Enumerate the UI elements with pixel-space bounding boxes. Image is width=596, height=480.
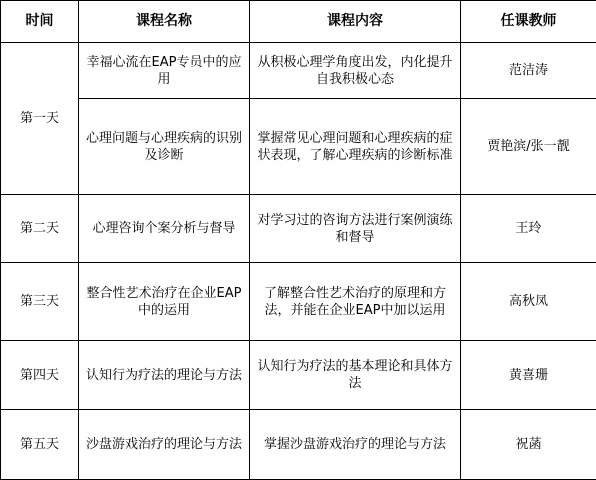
table-row (1, 341, 596, 410)
teacher-cell: 范洁涛 (461, 43, 596, 99)
day-cell: 第四天 (1, 341, 79, 410)
day-cell: 第三天 (1, 263, 79, 341)
teacher-cell: 王玲 (461, 195, 596, 263)
course-content-cell: 对学习过的咨询方法进行案例演练和督导 (250, 195, 461, 263)
course-content-cell: 掌握常见心理问题和心理疾病的症状表现，了解心理疾病的诊断标准 (250, 99, 461, 195)
table-row (1, 99, 596, 195)
header-course-content: 课程内容 (250, 1, 461, 43)
day-cell: 第一天 (1, 43, 79, 195)
teacher-cell: 贾艳滨/张一靓 (461, 99, 596, 195)
teacher-cell: 祝菡 (461, 410, 596, 480)
course-name-cell: 心理咨询个案分析与督导 (79, 195, 250, 263)
teacher-cell: 高秋凤 (461, 263, 596, 341)
course-content-cell: 了解整合性艺术治疗的原理和方法，并能在企业EAP中加以运用 (250, 263, 461, 341)
course-name-cell: 沙盘游戏治疗的理论与方法 (79, 410, 250, 480)
course-name-cell: 心理问题与心理疾病的识别及诊断 (79, 99, 250, 195)
course-name-cell: 幸福心流在EAP专员中的应用 (79, 43, 250, 99)
header-teacher: 任课教师 (461, 1, 596, 43)
course-content-cell: 认知行为疗法的基本理论和具体方法 (250, 341, 461, 410)
header-time: 时间 (1, 1, 79, 43)
table-row (1, 263, 596, 341)
table-header-row (1, 1, 596, 43)
teacher-cell: 黄喜珊 (461, 341, 596, 410)
day-cell: 第五天 (1, 410, 79, 480)
course-content-cell: 掌握沙盘游戏治疗的理论与方法 (250, 410, 461, 480)
course-name-cell: 整合性艺术治疗在企业EAP中的运用 (79, 263, 250, 341)
header-course-name: 课程名称 (79, 1, 250, 43)
table-row (1, 195, 596, 263)
table-row (1, 410, 596, 480)
day-cell: 第二天 (1, 195, 79, 263)
table-row (1, 43, 596, 99)
course-name-cell: 认知行为疗法的理论与方法 (79, 341, 250, 410)
course-content-cell: 从积极心理学角度出发，内化提升自我积极心态 (250, 43, 461, 99)
